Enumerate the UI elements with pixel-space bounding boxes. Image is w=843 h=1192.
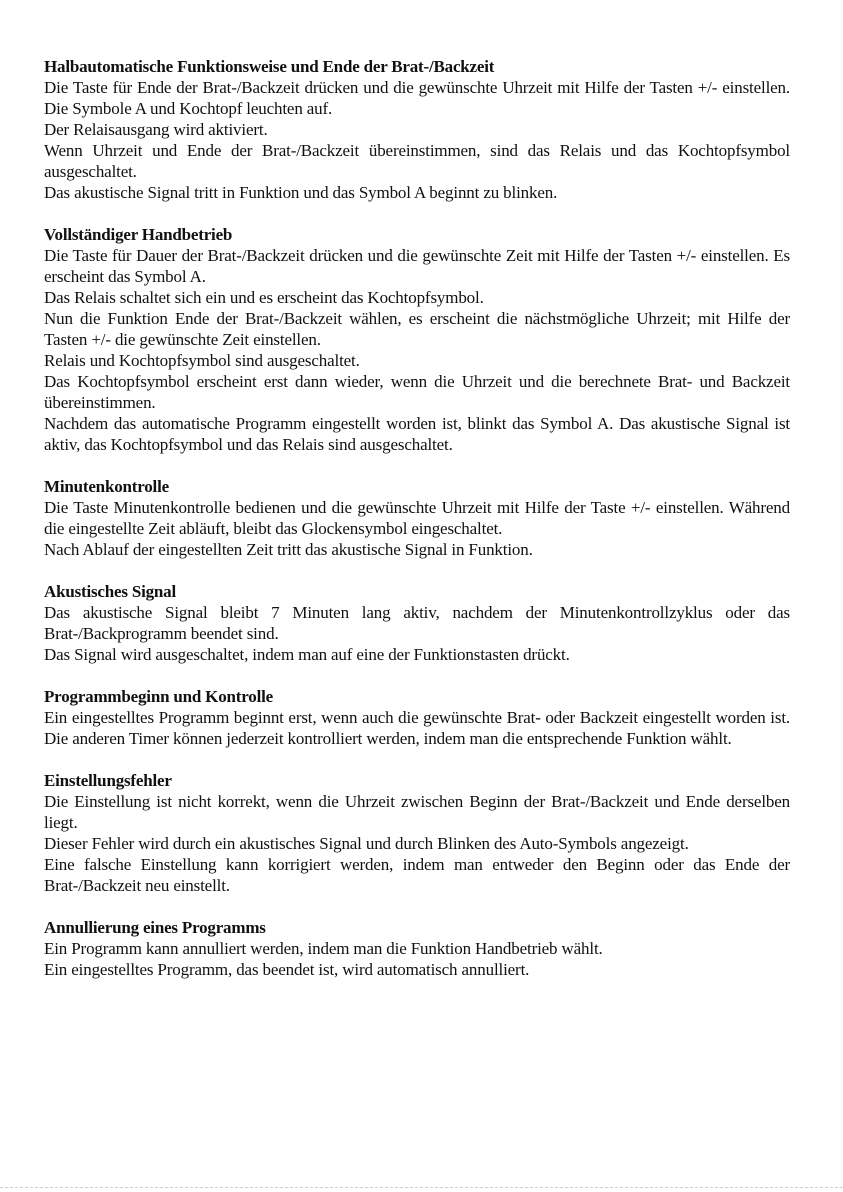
paragraph: Nach Ablauf der eingestellten Zeit tritt das akustische Signal in Funktion. [44, 540, 533, 559]
paragraph: Das akustische Signal bleibt 7 Minuten lang aktiv, nachdem der Minutenkontrollzyklus oder das Brat-/Backprogramm beendet sind. [44, 603, 790, 643]
paragraph: Der Relaisausgang wird aktiviert. [44, 120, 268, 139]
paragraph: Die Taste für Dauer der Brat-/Backzeit drücken und die gewünschte Zeit mit Hilfe der Tasten +/- einstellen. Es erscheint das Symbol A. [44, 246, 790, 286]
section-heading: Minutenkontrolle [44, 477, 169, 496]
section-heading: Halbautomatische Funktionsweise und Ende der Brat-/Backzeit [44, 57, 495, 76]
paragraph: Die Taste Minutenkontrolle bedienen und die gewünschte Uhrzeit mit Hilfe der Taste +/- einstellen. Während die eingestellte Zeit abläuft, bleibt das Glockensymbol eingeschaltet. [44, 498, 790, 538]
section-heading: Einstellungsfehler [44, 771, 172, 790]
paragraph: Dieser Fehler wird durch ein akustisches Signal und durch Blinken des Auto-Symbols angezeigt. [44, 834, 689, 853]
paragraph: Wenn Uhrzeit und Ende der Brat-/Backzeit übereinstimmen, sind das Relais und das Kochtopfsymbol ausgeschaltet. [44, 141, 790, 181]
section-heading: Akustisches Signal [44, 582, 176, 601]
paragraph: Das Signal wird ausgeschaltet, indem man auf eine der Funktionstasten drückt. [44, 645, 570, 664]
section-halbautomatische-funktionsweise [44, 56, 790, 203]
section-heading: Programmbeginn und Kontrolle [44, 687, 273, 706]
paragraph: Eine falsche Einstellung kann korrigiert werden, indem man entweder den Beginn oder das Ende der Brat-/Backzeit neu einstellt. [44, 855, 790, 895]
section-heading: Vollständiger Handbetrieb [44, 225, 233, 244]
section-minutenkontrolle [44, 476, 790, 560]
paragraph: Ein Programm kann annulliert werden, indem man die Funktion Handbetrieb wählt. [44, 939, 603, 958]
paragraph: Das Kochtopfsymbol erscheint erst dann wieder, wenn die Uhrzeit und die berechnete Brat- und Backzeit übereinstimmen. [44, 372, 790, 412]
paragraph: Die Einstellung ist nicht korrekt, wenn die Uhrzeit zwischen Beginn der Brat-/Backzeit und Ende derselben liegt. [44, 792, 790, 832]
section-annullierung-eines-programms [44, 917, 790, 980]
document-page [44, 56, 790, 1001]
paragraph: Das akustische Signal tritt in Funktion und das Symbol A beginnt zu blinken. [44, 183, 558, 202]
paragraph: Nun die Funktion Ende der Brat-/Backzeit wählen, es erscheint die nächstmögliche Uhrzeit; mit Hilfe der Tasten +/- die gewünschte Zeit einstellen. [44, 309, 790, 349]
section-akustisches-signal [44, 581, 790, 665]
section-vollstaendiger-handbetrieb [44, 224, 790, 455]
paragraph: Die Taste für Ende der Brat-/Backzeit drücken und die gewünschte Uhrzeit mit Hilfe der Tasten +/- einstellen. Die Symbole A und Kochtopf leuchten auf. [44, 78, 790, 118]
paragraph: Das Relais schaltet sich ein und es erscheint das Kochtopfsymbol. [44, 288, 484, 307]
paragraph: Relais und Kochtopfsymbol sind ausgeschaltet. [44, 351, 360, 370]
section-heading: Annullierung eines Programms [44, 918, 266, 937]
paragraph: Nachdem das automatische Programm eingestellt worden ist, blinkt das Symbol A. Das akustische Signal ist aktiv, das Kochtopfsymbol und das Relais sind ausgeschaltet. [44, 414, 790, 454]
page-bottom-edge-line [0, 1187, 843, 1188]
paragraph: Ein eingestelltes Programm beginnt erst, wenn auch die gewünschte Brat- oder Backzeit eingestellt worden ist. Die anderen Timer können jederzeit kontrolliert werden, indem man die entsprechende Funktion wählt. [44, 708, 790, 748]
paragraph: Ein eingestelltes Programm, das beendet ist, wird automatisch annulliert. [44, 960, 530, 979]
section-einstellungsfehler [44, 770, 790, 896]
section-programmbeginn-und-kontrolle [44, 686, 790, 749]
